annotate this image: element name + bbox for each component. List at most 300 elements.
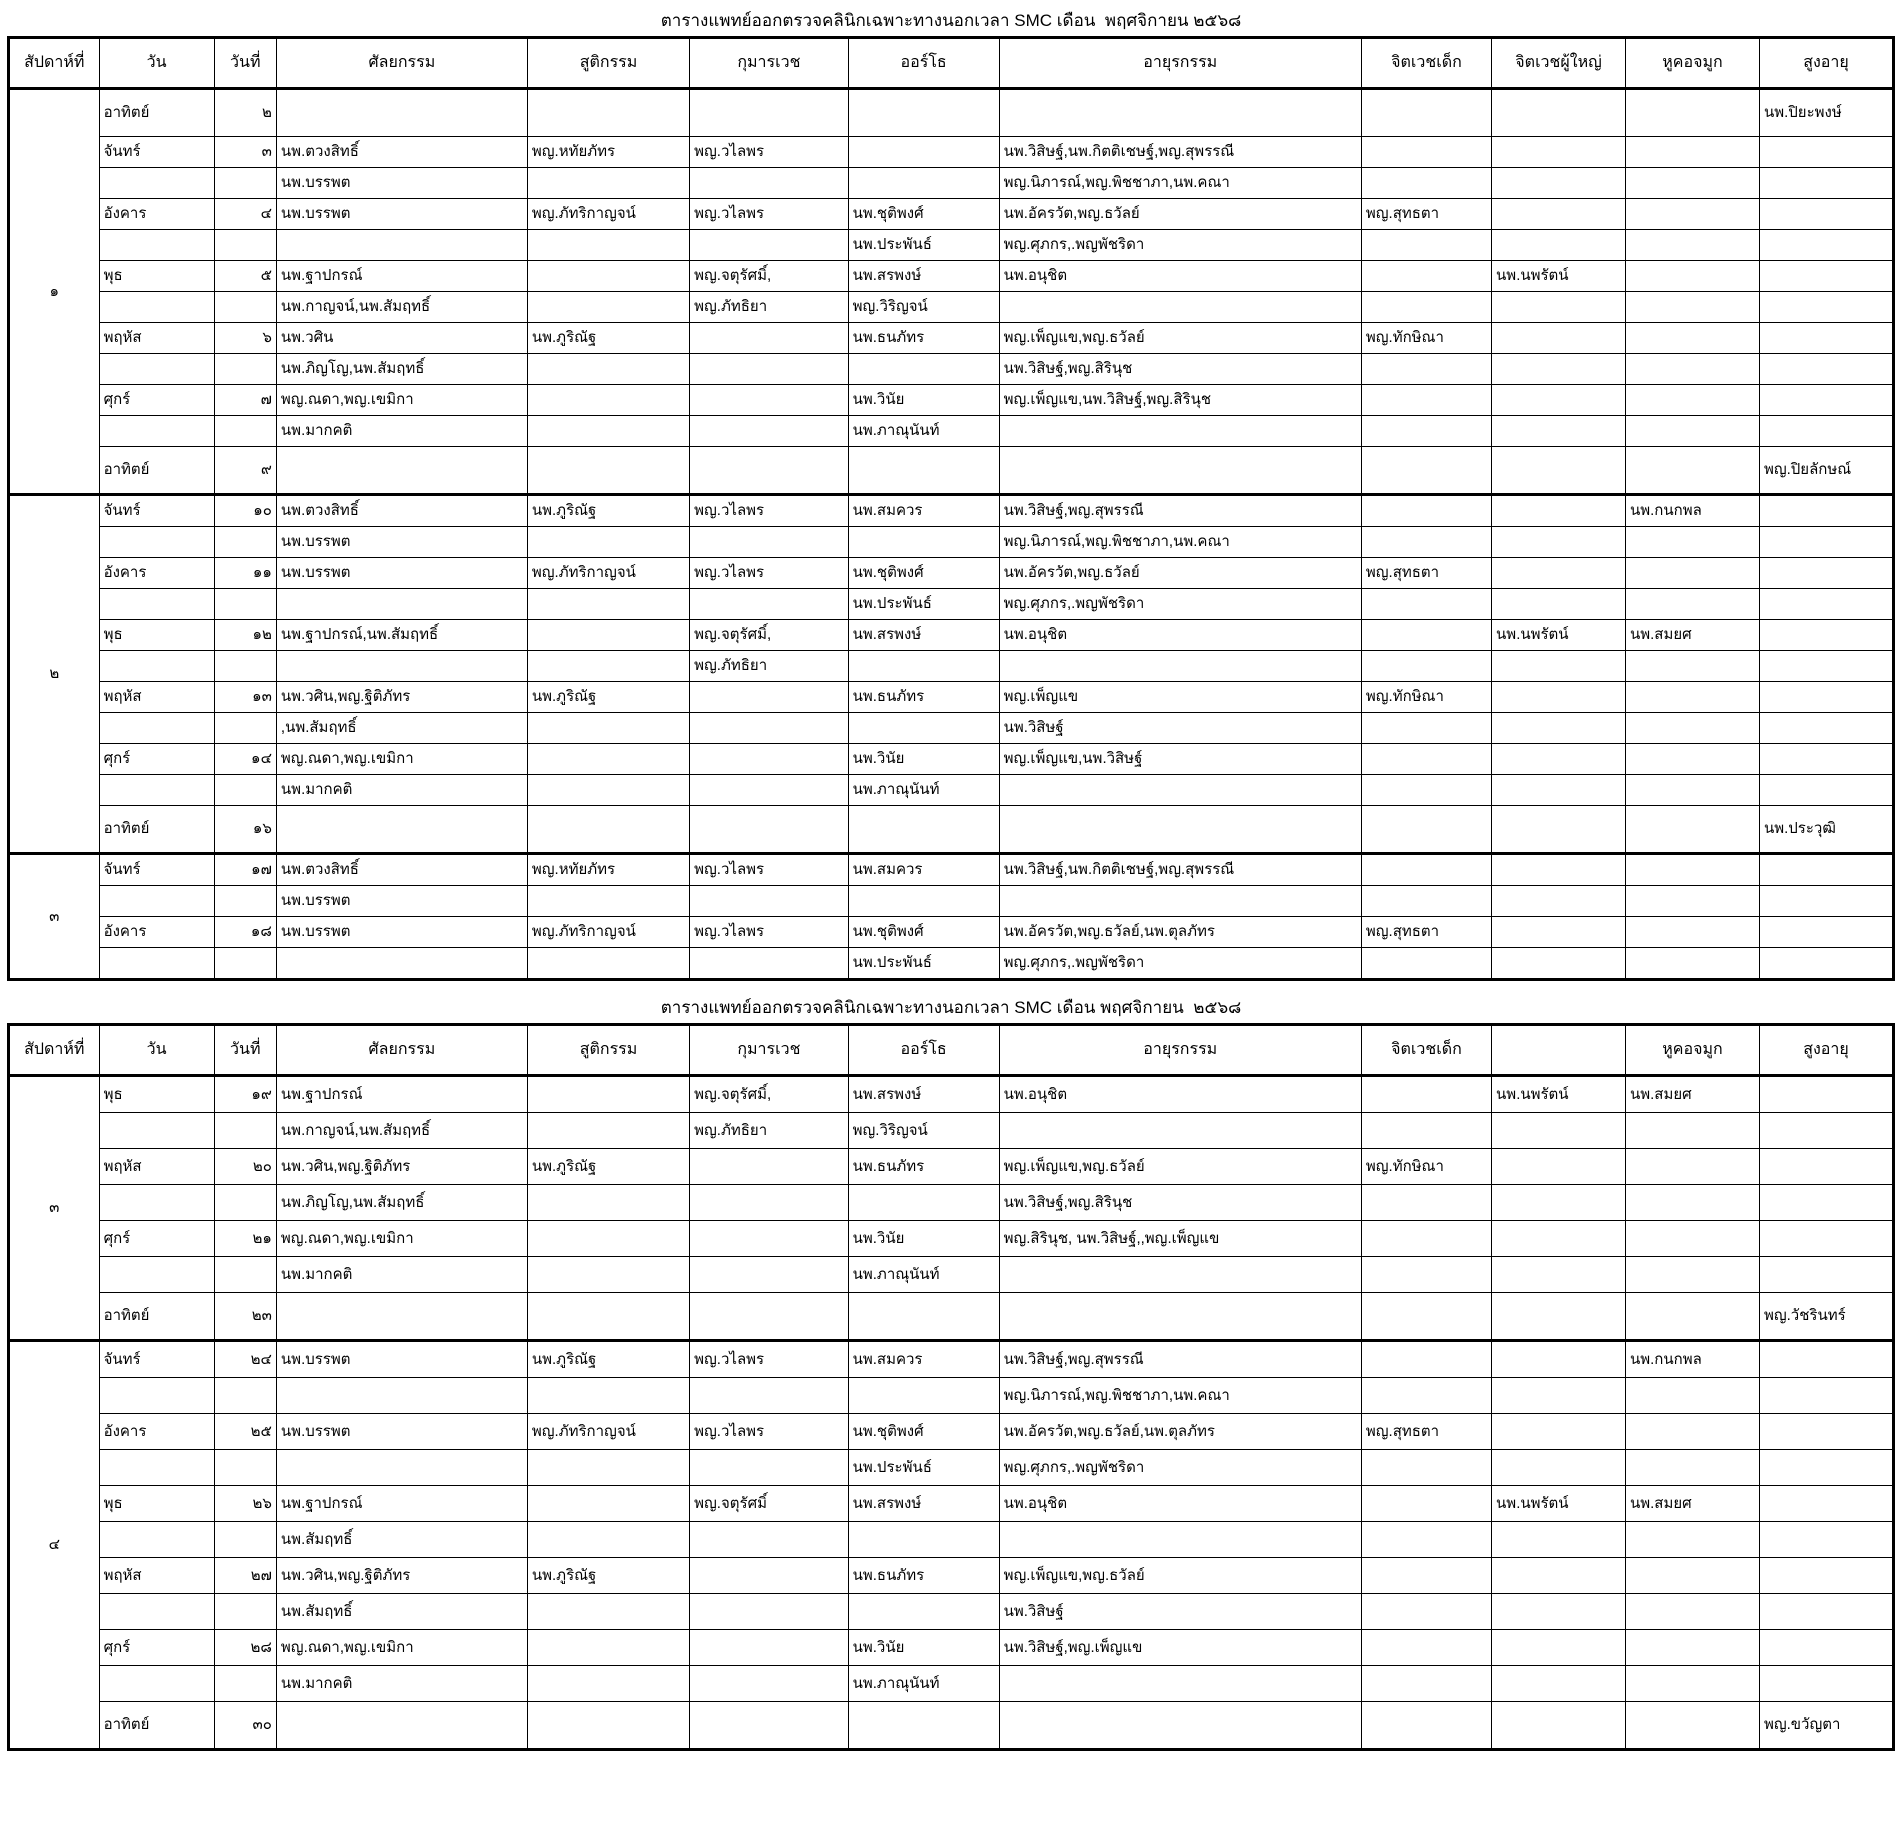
- table-row: [9, 1702, 1894, 1750]
- table-row: [9, 1450, 1894, 1486]
- specialty-cell-geriatrics: [1759, 1594, 1893, 1630]
- day-cell: [99, 713, 214, 744]
- specialty-cell-geriatrics: [1759, 775, 1893, 806]
- specialty-cell-adult-psychiatry: [1492, 292, 1626, 323]
- specialty-cell-ortho: [848, 168, 999, 199]
- day-cell: ศุกร์: [99, 1630, 214, 1666]
- specialty-cell-geriatrics: นพ.ประวุฒิ: [1759, 806, 1893, 854]
- table-row: [9, 261, 1894, 292]
- specialty-cell-child-psychiatry: [1361, 948, 1491, 980]
- specialty-cell-child-psychiatry: [1361, 1341, 1491, 1378]
- header-cell-1: วัน: [99, 38, 214, 89]
- specialty-cell-pediatrics: [690, 713, 848, 744]
- specialty-cell-surgery: นพ.ตวงสิทธิ์: [276, 854, 527, 886]
- specialty-cell-ortho: นพ.ประพันธ์: [848, 230, 999, 261]
- specialty-cell-internal-medicine: พญ.นิภารณ์,พญ.พิชชาภา,นพ.คณา: [999, 527, 1361, 558]
- specialty-cell-obstetrics: [527, 168, 689, 199]
- day-cell: [99, 1257, 214, 1293]
- specialty-cell-obstetrics: [527, 651, 689, 682]
- specialty-cell-ortho: นพ.ภาณุนันท์: [848, 1666, 999, 1702]
- specialty-cell-adult-psychiatry: [1492, 1149, 1626, 1185]
- week-label: ๒: [9, 495, 100, 854]
- specialty-cell-adult-psychiatry: นพ.นพรัตน์: [1492, 620, 1626, 651]
- specialty-cell-ortho: นพ.ประพันธ์: [848, 589, 999, 620]
- day-cell: อาทิตย์: [99, 806, 214, 854]
- specialty-cell-ortho: นพ.สรพงษ์: [848, 1486, 999, 1522]
- specialty-cell-internal-medicine: [999, 806, 1361, 854]
- specialty-cell-geriatrics: [1759, 1257, 1893, 1293]
- day-cell: ศุกร์: [99, 744, 214, 775]
- specialty-cell-internal-medicine: นพ.วิสิษฐ์,พญ.สิรินุช: [999, 354, 1361, 385]
- header-row: [9, 38, 1894, 89]
- specialty-cell-ent: [1626, 1414, 1760, 1450]
- specialty-cell-pediatrics: [690, 744, 848, 775]
- specialty-cell-obstetrics: [527, 1630, 689, 1666]
- specialty-cell-adult-psychiatry: [1492, 917, 1626, 948]
- specialty-cell-geriatrics: [1759, 1450, 1893, 1486]
- day-cell: [99, 292, 214, 323]
- specialty-cell-geriatrics: พญ.ขวัญตา: [1759, 1702, 1893, 1750]
- specialty-cell-adult-psychiatry: [1492, 589, 1626, 620]
- table-row: [9, 948, 1894, 980]
- specialty-cell-child-psychiatry: [1361, 620, 1491, 651]
- week-label: ๔: [9, 1341, 100, 1750]
- day-cell: จันทร์: [99, 854, 214, 886]
- specialty-cell-pediatrics: [690, 1666, 848, 1702]
- specialty-cell-ortho: นพ.สรพงษ์: [848, 1076, 999, 1113]
- specialty-cell-obstetrics: พญ.ภัทริกาญจน์: [527, 917, 689, 948]
- specialty-cell-internal-medicine: พญ.นิภารณ์,พญ.พิชชาภา,นพ.คณา: [999, 168, 1361, 199]
- specialty-cell-obstetrics: นพ.ภูริณัฐ: [527, 1149, 689, 1185]
- table-row: [9, 137, 1894, 168]
- specialty-cell-adult-psychiatry: [1492, 775, 1626, 806]
- day-cell: พุธ: [99, 1486, 214, 1522]
- specialty-cell-adult-psychiatry: [1492, 1257, 1626, 1293]
- table-header: [9, 38, 1894, 89]
- day-cell: อาทิตย์: [99, 1293, 214, 1341]
- day-cell: อังคาร: [99, 1414, 214, 1450]
- specialty-cell-geriatrics: [1759, 1414, 1893, 1450]
- day-cell: อาทิตย์: [99, 447, 214, 495]
- specialty-cell-child-psychiatry: [1361, 447, 1491, 495]
- header-cell-2: วันที่: [214, 38, 276, 89]
- specialty-cell-obstetrics: [527, 713, 689, 744]
- date-cell: [214, 1666, 276, 1702]
- date-cell: [214, 948, 276, 980]
- specialty-cell-internal-medicine: นพ.วิสิษฐ์: [999, 1594, 1361, 1630]
- specialty-cell-ortho: นพ.ธนภัทร: [848, 1558, 999, 1594]
- specialty-cell-adult-psychiatry: [1492, 447, 1626, 495]
- specialty-cell-pediatrics: [690, 806, 848, 854]
- date-cell: [214, 527, 276, 558]
- specialty-cell-child-psychiatry: [1361, 1076, 1491, 1113]
- specialty-cell-pediatrics: พญ.จตุรัศมิ์,: [690, 620, 848, 651]
- specialty-cell-pediatrics: พญ.จตุรัศมิ์,: [690, 1076, 848, 1113]
- specialty-cell-adult-psychiatry: [1492, 682, 1626, 713]
- date-cell: [214, 292, 276, 323]
- specialty-cell-child-psychiatry: [1361, 1594, 1491, 1630]
- specialty-cell-geriatrics: พญ.วัชรินทร์: [1759, 1293, 1893, 1341]
- specialty-cell-child-psychiatry: พญ.ทักษิณา: [1361, 682, 1491, 713]
- specialty-cell-ent: [1626, 744, 1760, 775]
- date-cell: ๑๖: [214, 806, 276, 854]
- specialty-cell-internal-medicine: พญ.สิรินุช, นพ.วิสิษฐ์,,พญ.เพ็ญแข: [999, 1221, 1361, 1257]
- specialty-cell-internal-medicine: พญ.เพ็ญแข,พญ.ธวัลย์: [999, 323, 1361, 354]
- specialty-cell-child-psychiatry: พญ.สุทธตา: [1361, 1414, 1491, 1450]
- specialty-cell-internal-medicine: [999, 89, 1361, 137]
- specialty-cell-adult-psychiatry: [1492, 1185, 1626, 1221]
- specialty-cell-pediatrics: [690, 1257, 848, 1293]
- header-cell-0: สัปดาห์ที่: [9, 38, 100, 89]
- specialty-cell-surgery: [276, 1450, 527, 1486]
- specialty-cell-internal-medicine: [999, 292, 1361, 323]
- specialty-cell-pediatrics: พญ.ภัทธิยา: [690, 1113, 848, 1149]
- specialty-cell-geriatrics: [1759, 137, 1893, 168]
- specialty-cell-internal-medicine: [999, 416, 1361, 447]
- day-cell: อาทิตย์: [99, 89, 214, 137]
- table-row: [9, 1414, 1894, 1450]
- specialty-cell-adult-psychiatry: [1492, 323, 1626, 354]
- date-cell: ๒๐: [214, 1149, 276, 1185]
- specialty-cell-ortho: นพ.สรพงษ์: [848, 261, 999, 292]
- specialty-cell-ent: [1626, 168, 1760, 199]
- specialty-cell-pediatrics: [690, 1378, 848, 1414]
- table-row: [9, 806, 1894, 854]
- specialty-cell-child-psychiatry: [1361, 589, 1491, 620]
- date-cell: [214, 1257, 276, 1293]
- specialty-cell-adult-psychiatry: [1492, 1378, 1626, 1414]
- specialty-cell-ortho: [848, 354, 999, 385]
- specialty-cell-geriatrics: [1759, 1558, 1893, 1594]
- specialty-cell-pediatrics: [690, 416, 848, 447]
- day-cell: [99, 1450, 214, 1486]
- table-row: [9, 589, 1894, 620]
- header-row: [9, 1025, 1894, 1076]
- specialty-cell-ortho: นพ.ธนภัทร: [848, 1149, 999, 1185]
- specialty-cell-adult-psychiatry: [1492, 1558, 1626, 1594]
- date-cell: ๓: [214, 137, 276, 168]
- specialty-cell-ent: [1626, 230, 1760, 261]
- day-cell: อังคาร: [99, 199, 214, 230]
- table-row: [9, 1594, 1894, 1630]
- week-label: ๓: [9, 1076, 100, 1341]
- specialty-cell-child-psychiatry: พญ.สุทธตา: [1361, 199, 1491, 230]
- specialty-cell-ent: [1626, 713, 1760, 744]
- table-row: [9, 744, 1894, 775]
- specialty-cell-child-psychiatry: [1361, 1113, 1491, 1149]
- date-cell: [214, 1378, 276, 1414]
- specialty-cell-obstetrics: นพ.ภูริณัฐ: [527, 682, 689, 713]
- specialty-cell-surgery: นพ.บรรพต: [276, 168, 527, 199]
- specialty-cell-obstetrics: [527, 775, 689, 806]
- specialty-cell-internal-medicine: นพ.วิสิษฐ์,นพ.กิตติเชษฐ์,พญ.สุพรรณี: [999, 137, 1361, 168]
- specialty-cell-obstetrics: นพ.ภูริณัฐ: [527, 495, 689, 527]
- day-cell: อังคาร: [99, 917, 214, 948]
- specialty-cell-surgery: นพ.บรรพต: [276, 527, 527, 558]
- specialty-cell-internal-medicine: [999, 651, 1361, 682]
- table-row: [9, 886, 1894, 917]
- specialty-cell-adult-psychiatry: [1492, 495, 1626, 527]
- specialty-cell-ortho: [848, 1522, 999, 1558]
- table-row: [9, 1257, 1894, 1293]
- specialty-cell-pediatrics: [690, 1522, 848, 1558]
- day-cell: พุธ: [99, 620, 214, 651]
- date-cell: ๖: [214, 323, 276, 354]
- header-cell-11: สูงอายุ: [1759, 38, 1893, 89]
- date-cell: ๑๙: [214, 1076, 276, 1113]
- specialty-cell-surgery: นพ.กาญจน์,นพ.สัมฤทธิ์: [276, 1113, 527, 1149]
- specialty-cell-ent: [1626, 261, 1760, 292]
- date-cell: [214, 589, 276, 620]
- specialty-cell-ortho: [848, 1702, 999, 1750]
- day-cell: [99, 1666, 214, 1702]
- specialty-cell-obstetrics: [527, 886, 689, 917]
- date-cell: ๑๒: [214, 620, 276, 651]
- specialty-cell-pediatrics: [690, 527, 848, 558]
- header-cell-4: สูติกรรม: [527, 38, 689, 89]
- specialty-cell-pediatrics: [690, 1185, 848, 1221]
- date-cell: ๒๑: [214, 1221, 276, 1257]
- day-cell: อาทิตย์: [99, 1702, 214, 1750]
- day-cell: ศุกร์: [99, 1221, 214, 1257]
- specialty-cell-ortho: นพ.ชุติพงศ์: [848, 199, 999, 230]
- day-cell: พฤหัส: [99, 682, 214, 713]
- specialty-cell-internal-medicine: พญ.ศุภกร,.พญพัชริดา: [999, 1450, 1361, 1486]
- specialty-cell-surgery: นพ.มากคติ: [276, 775, 527, 806]
- specialty-cell-ortho: [848, 89, 999, 137]
- header-cell-10: หูคอจมูก: [1626, 38, 1760, 89]
- specialty-cell-ortho: นพ.ชุติพงศ์: [848, 1414, 999, 1450]
- table-title-1: ตารางแพทย์ออกตรวจคลินิกเฉพาะทางนอกเวลา SMC เดือน พฤศจิกายน ๒๕๖๘: [660, 11, 1242, 30]
- day-cell: พุธ: [99, 261, 214, 292]
- specialty-cell-internal-medicine: [999, 1702, 1361, 1750]
- specialty-cell-obstetrics: [527, 447, 689, 495]
- table-row: [9, 682, 1894, 713]
- specialty-cell-internal-medicine: นพ.อนุชิต: [999, 1486, 1361, 1522]
- header-cell-3: ศัลยกรรม: [276, 38, 527, 89]
- specialty-cell-pediatrics: [690, 948, 848, 980]
- date-cell: [214, 230, 276, 261]
- specialty-cell-geriatrics: [1759, 917, 1893, 948]
- specialty-cell-surgery: นพ.สัมฤทธิ์: [276, 1594, 527, 1630]
- specialty-cell-internal-medicine: [999, 1113, 1361, 1149]
- specialty-cell-obstetrics: [527, 1522, 689, 1558]
- specialty-cell-adult-psychiatry: [1492, 1221, 1626, 1257]
- specialty-cell-internal-medicine: นพ.อนุชิต: [999, 1076, 1361, 1113]
- date-cell: ๔: [214, 199, 276, 230]
- specialty-cell-ent: นพ.สมยศ: [1626, 1076, 1760, 1113]
- specialty-cell-ent: นพ.สมยศ: [1626, 1486, 1760, 1522]
- specialty-cell-internal-medicine: [999, 775, 1361, 806]
- specialty-cell-child-psychiatry: [1361, 385, 1491, 416]
- specialty-cell-surgery: พญ.ณดา,พญ.เขมิกา: [276, 385, 527, 416]
- table-row: [9, 1558, 1894, 1594]
- date-cell: ๒๕: [214, 1414, 276, 1450]
- specialty-cell-obstetrics: พญ.หทัยภัทร: [527, 854, 689, 886]
- specialty-cell-adult-psychiatry: [1492, 1113, 1626, 1149]
- header-cell-7: อายุรกรรม: [999, 38, 1361, 89]
- table-row: [9, 495, 1894, 527]
- specialty-cell-ent: [1626, 1594, 1760, 1630]
- specialty-cell-pediatrics: [690, 682, 848, 713]
- specialty-cell-pediatrics: พญ.วไลพร: [690, 558, 848, 589]
- specialty-cell-geriatrics: [1759, 230, 1893, 261]
- table-row: [9, 1378, 1894, 1414]
- schedule-table-1: [7, 36, 1895, 981]
- specialty-cell-ent: [1626, 1558, 1760, 1594]
- specialty-cell-obstetrics: [527, 1666, 689, 1702]
- specialty-cell-adult-psychiatry: [1492, 1450, 1626, 1486]
- specialty-cell-ent: [1626, 292, 1760, 323]
- specialty-cell-child-psychiatry: [1361, 1450, 1491, 1486]
- specialty-cell-child-psychiatry: [1361, 744, 1491, 775]
- table-row: [9, 89, 1894, 137]
- specialty-cell-pediatrics: [690, 1630, 848, 1666]
- specialty-cell-ent: [1626, 1257, 1760, 1293]
- specialty-cell-pediatrics: [690, 589, 848, 620]
- specialty-cell-ent: [1626, 447, 1760, 495]
- specialty-cell-surgery: นพ.ตวงสิทธิ์: [276, 495, 527, 527]
- specialty-cell-child-psychiatry: [1361, 1666, 1491, 1702]
- specialty-cell-adult-psychiatry: [1492, 1630, 1626, 1666]
- table-row: [9, 1076, 1894, 1113]
- date-cell: ๑๑: [214, 558, 276, 589]
- date-cell: ๓๐: [214, 1702, 276, 1750]
- specialty-cell-child-psychiatry: [1361, 261, 1491, 292]
- specialty-cell-obstetrics: [527, 948, 689, 980]
- specialty-cell-geriatrics: [1759, 527, 1893, 558]
- specialty-cell-adult-psychiatry: นพ.นพรัตน์: [1492, 261, 1626, 292]
- specialty-cell-geriatrics: [1759, 385, 1893, 416]
- date-cell: ๑๔: [214, 744, 276, 775]
- specialty-cell-child-psychiatry: [1361, 416, 1491, 447]
- specialty-cell-pediatrics: พญ.วไลพร: [690, 1414, 848, 1450]
- specialty-cell-obstetrics: [527, 261, 689, 292]
- specialty-cell-internal-medicine: นพ.วิสิษฐ์,พญ.เพ็ญแข: [999, 1630, 1361, 1666]
- table-row: [9, 1666, 1894, 1702]
- specialty-cell-internal-medicine: พญ.ศุภกร,.พญพัชริดา: [999, 230, 1361, 261]
- day-cell: พฤหัส: [99, 1558, 214, 1594]
- specialty-cell-surgery: นพ.บรรพต: [276, 1341, 527, 1378]
- specialty-cell-geriatrics: [1759, 495, 1893, 527]
- schedule-table-2: [7, 1023, 1895, 1751]
- day-cell: พุธ: [99, 1076, 214, 1113]
- specialty-cell-ent: [1626, 917, 1760, 948]
- specialty-cell-surgery: นพ.มากคติ: [276, 416, 527, 447]
- specialty-cell-geriatrics: [1759, 1113, 1893, 1149]
- date-cell: [214, 354, 276, 385]
- specialty-cell-internal-medicine: [999, 447, 1361, 495]
- date-cell: [214, 1594, 276, 1630]
- specialty-cell-geriatrics: [1759, 168, 1893, 199]
- header-cell-5: กุมารเวช: [690, 38, 848, 89]
- header-cell-8: จิตเวชเด็ก: [1361, 38, 1491, 89]
- specialty-cell-ortho: [848, 527, 999, 558]
- date-cell: ๑๗: [214, 854, 276, 886]
- specialty-cell-geriatrics: [1759, 682, 1893, 713]
- specialty-cell-internal-medicine: นพ.อัครวัต,พญ.ธวัลย์,นพ.ตุลภัทร: [999, 917, 1361, 948]
- specialty-cell-pediatrics: [690, 323, 848, 354]
- date-cell: ๑๐: [214, 495, 276, 527]
- table-row: [9, 447, 1894, 495]
- table-body: [9, 1076, 1894, 1750]
- specialty-cell-geriatrics: [1759, 261, 1893, 292]
- specialty-cell-geriatrics: [1759, 948, 1893, 980]
- specialty-cell-internal-medicine: นพ.อนุชิต: [999, 261, 1361, 292]
- specialty-cell-pediatrics: พญ.วไลพร: [690, 854, 848, 886]
- specialty-cell-child-psychiatry: [1361, 230, 1491, 261]
- specialty-cell-pediatrics: พญ.วไลพร: [690, 137, 848, 168]
- table-row: [9, 1486, 1894, 1522]
- table-row: [9, 354, 1894, 385]
- specialty-cell-obstetrics: [527, 1486, 689, 1522]
- specialty-cell-geriatrics: [1759, 199, 1893, 230]
- specialty-cell-pediatrics: [690, 1149, 848, 1185]
- specialty-cell-child-psychiatry: [1361, 89, 1491, 137]
- header-cell-10: หูคอจมูก: [1626, 1025, 1760, 1076]
- table-row: [9, 1221, 1894, 1257]
- specialty-cell-obstetrics: [527, 1257, 689, 1293]
- specialty-cell-ent: [1626, 948, 1760, 980]
- specialty-cell-surgery: นพ.ภิญโญ,นพ.สัมฤทธิ์: [276, 354, 527, 385]
- specialty-cell-geriatrics: [1759, 558, 1893, 589]
- specialty-cell-surgery: [276, 230, 527, 261]
- specialty-cell-adult-psychiatry: [1492, 744, 1626, 775]
- table-row: [9, 1113, 1894, 1149]
- specialty-cell-ortho: [848, 1185, 999, 1221]
- table-row: [9, 323, 1894, 354]
- specialty-cell-child-psychiatry: [1361, 527, 1491, 558]
- specialty-cell-adult-psychiatry: [1492, 1666, 1626, 1702]
- specialty-cell-pediatrics: [690, 447, 848, 495]
- specialty-cell-geriatrics: [1759, 651, 1893, 682]
- specialty-cell-internal-medicine: [999, 1666, 1361, 1702]
- specialty-cell-adult-psychiatry: [1492, 199, 1626, 230]
- day-cell: [99, 230, 214, 261]
- specialty-cell-adult-psychiatry: [1492, 1522, 1626, 1558]
- specialty-cell-surgery: [276, 1702, 527, 1750]
- specialty-cell-geriatrics: [1759, 416, 1893, 447]
- specialty-cell-surgery: [276, 806, 527, 854]
- specialty-cell-ortho: นพ.วินัย: [848, 744, 999, 775]
- specialty-cell-adult-psychiatry: [1492, 230, 1626, 261]
- specialty-cell-obstetrics: นพ.ภูริณัฐ: [527, 1558, 689, 1594]
- specialty-cell-child-psychiatry: [1361, 1522, 1491, 1558]
- specialty-cell-adult-psychiatry: [1492, 168, 1626, 199]
- specialty-cell-adult-psychiatry: [1492, 854, 1626, 886]
- specialty-cell-adult-psychiatry: นพ.นพรัตน์: [1492, 1076, 1626, 1113]
- specialty-cell-obstetrics: นพ.ภูริณัฐ: [527, 323, 689, 354]
- specialty-cell-adult-psychiatry: [1492, 558, 1626, 589]
- specialty-cell-ortho: [848, 137, 999, 168]
- specialty-cell-internal-medicine: พญ.ศุภกร,.พญพัชริดา: [999, 948, 1361, 980]
- header-cell-4: สูติกรรม: [527, 1025, 689, 1076]
- specialty-cell-surgery: นพ.บรรพต: [276, 886, 527, 917]
- specialty-cell-child-psychiatry: [1361, 651, 1491, 682]
- header-cell-1: วัน: [99, 1025, 214, 1076]
- specialty-cell-adult-psychiatry: [1492, 354, 1626, 385]
- specialty-cell-surgery: นพ.กาญจน์,นพ.สัมฤทธิ์: [276, 292, 527, 323]
- specialty-cell-internal-medicine: พญ.เพ็ญแข: [999, 682, 1361, 713]
- specialty-cell-internal-medicine: [999, 886, 1361, 917]
- specialty-cell-ent: [1626, 775, 1760, 806]
- specialty-cell-pediatrics: พญ.วไลพร: [690, 495, 848, 527]
- date-cell: ๒๔: [214, 1341, 276, 1378]
- specialty-cell-ortho: นพ.สมควร: [848, 495, 999, 527]
- specialty-cell-ortho: [848, 806, 999, 854]
- date-cell: ๒: [214, 89, 276, 137]
- specialty-cell-pediatrics: [690, 230, 848, 261]
